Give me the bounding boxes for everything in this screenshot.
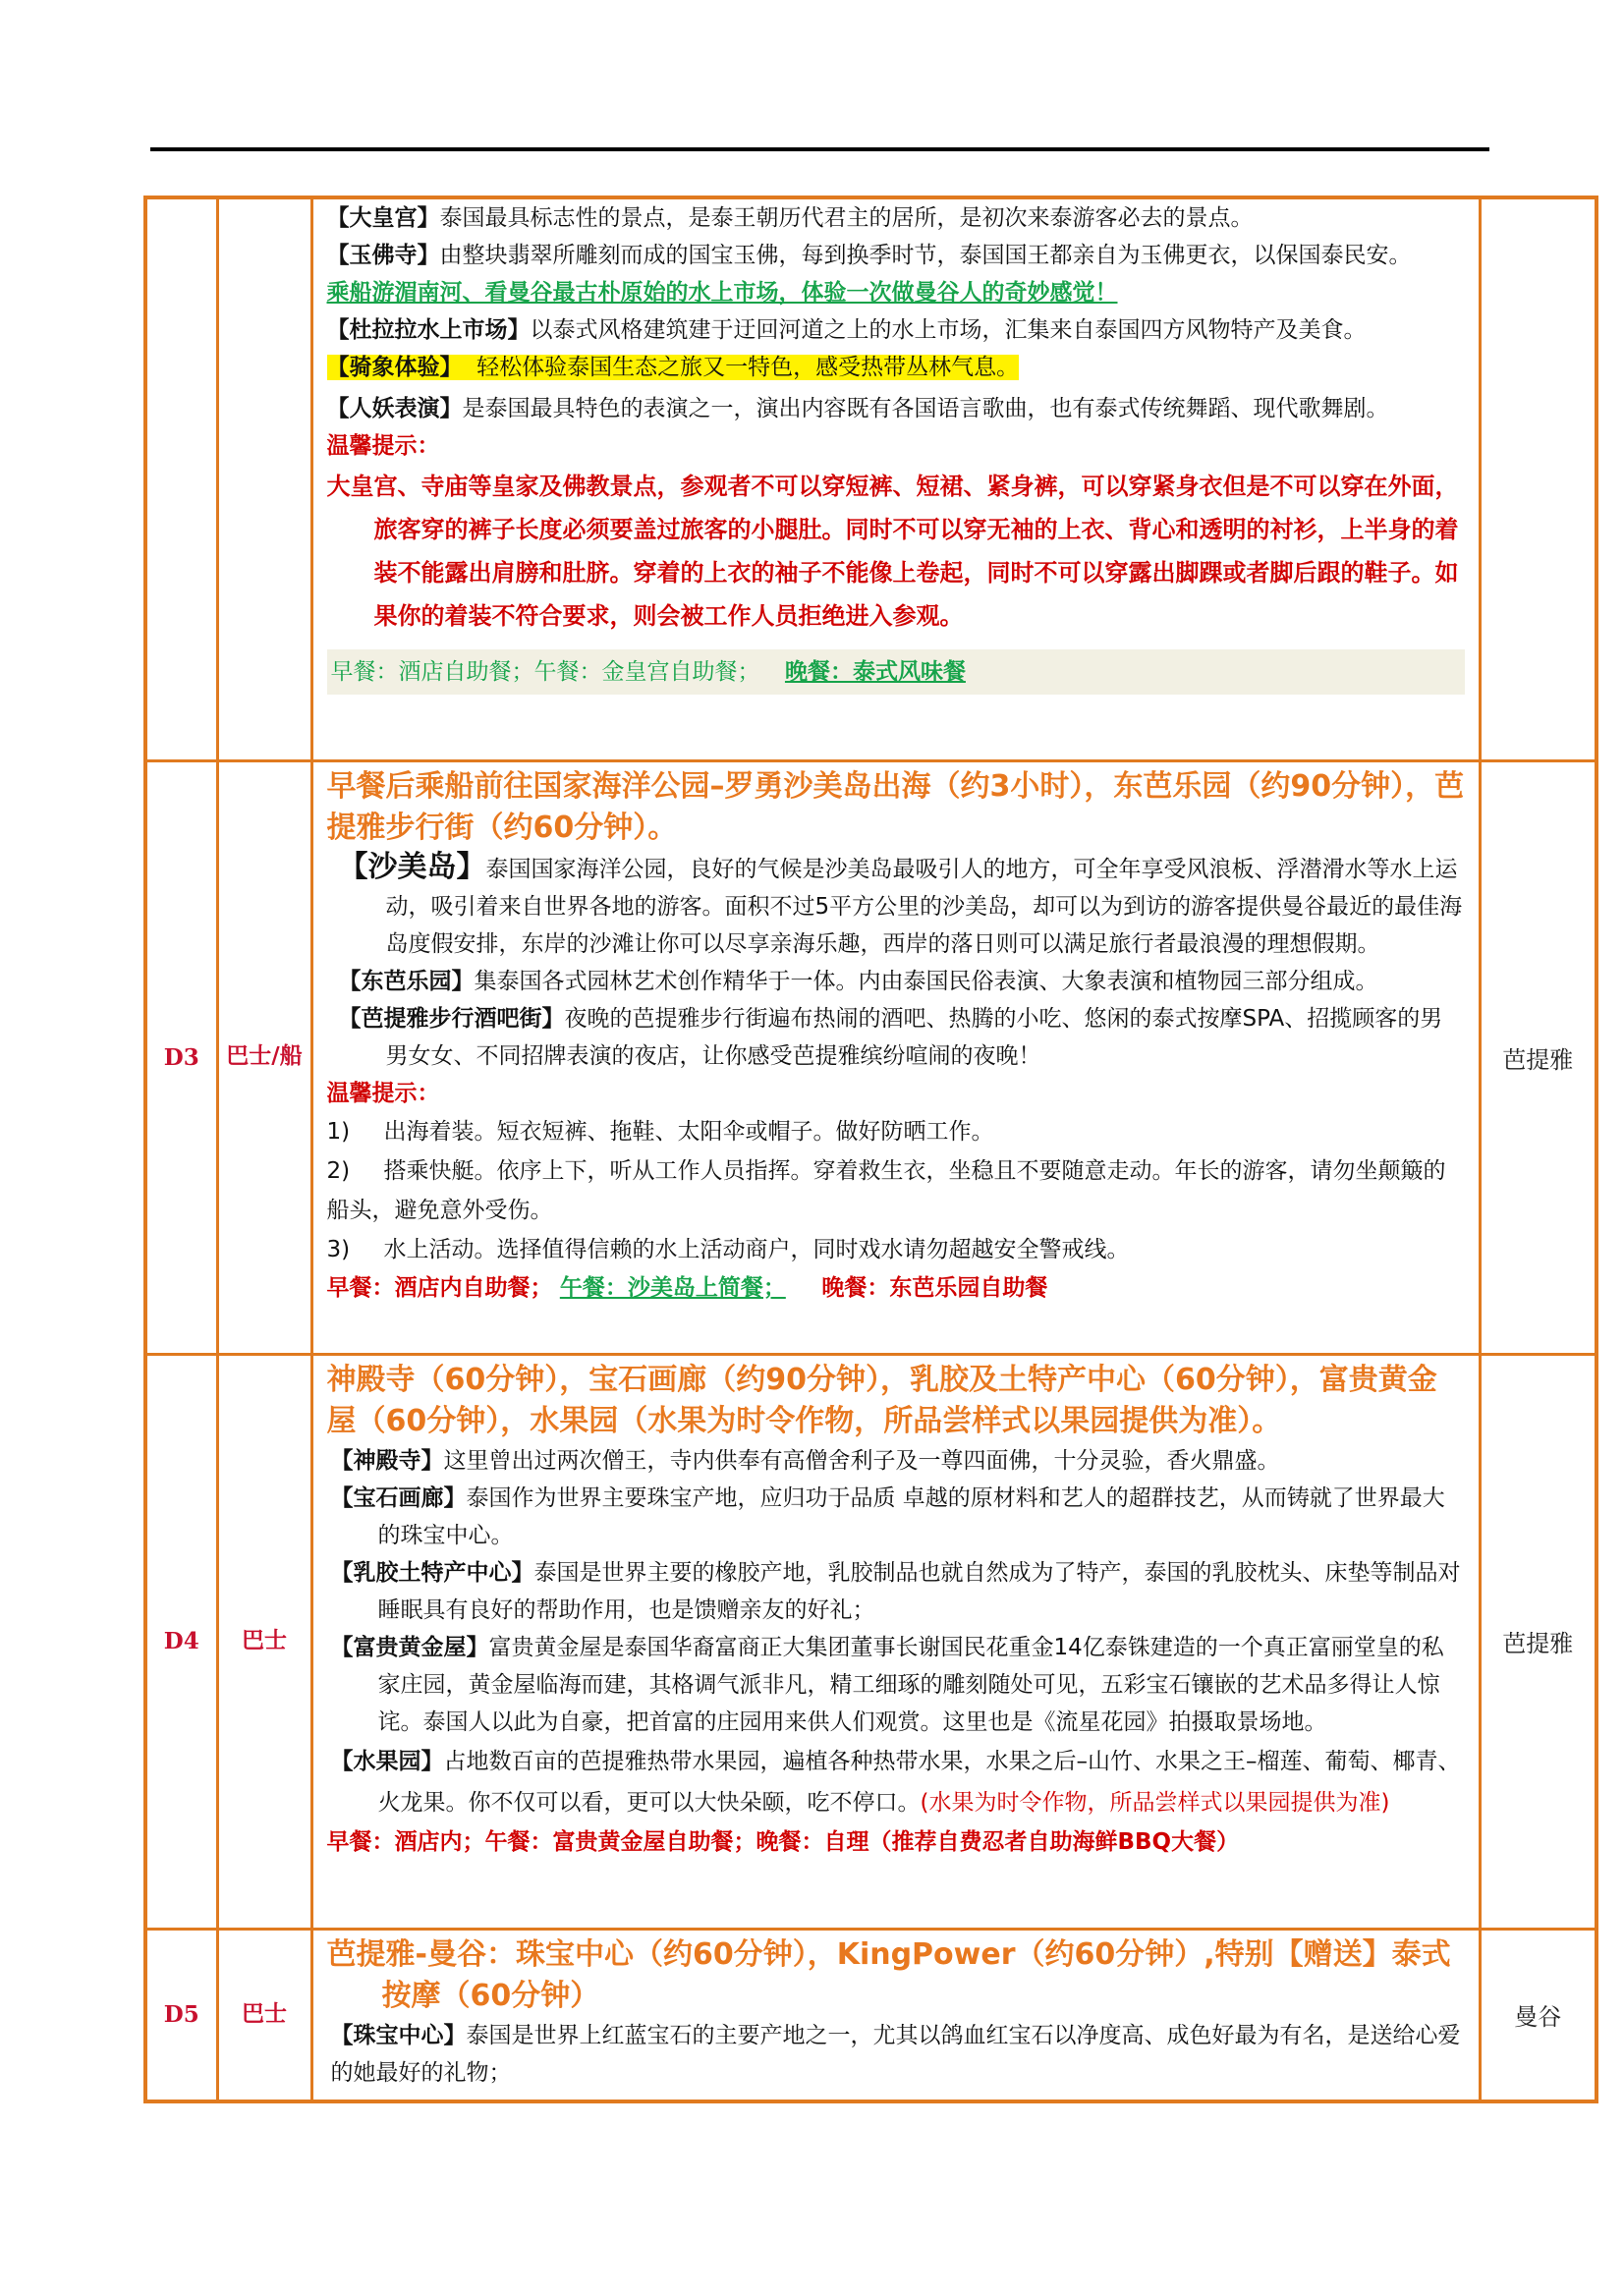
day-cell-d2 — [145, 197, 217, 760]
transport-cell: 巴士 — [217, 1354, 311, 1929]
dress-code-warning: 大皇宫、寺庙等皇家及佛教景点，参观者不可以穿短裤、短裙、紧身裤，可以穿紧身衣但是不可以穿在外面，旅客穿的裤子长度必须要盖过旅客的小腿肚。同时不可以穿无袖的上衣、背心和透明的衬衫，上半身的着装不能露出肩膀和肚脐。穿着的上衣的袖子不能像上卷起，同时不可以穿露出脚踝或者脚后跟的鞋子。如果你的着装不符合要求，则会被工作人员拒绝进入参观。 — [326, 473, 1459, 630]
attraction-text: 由整块翡翠所雕刻而成的国宝玉佛，每到换季时节，泰国国王都亲自为玉佛更衣，以保国泰民安。 — [439, 243, 1412, 268]
attraction-name: 【芭提雅步行酒吧街】 — [338, 1005, 565, 1032]
table-row-d5 — [145, 1929, 1596, 2101]
table-row-d4 — [145, 1354, 1596, 1929]
attraction-name: 【人妖表演】 — [326, 396, 463, 421]
boat-highlight: 乘船游湄南河、看曼谷最古朴原始的水上市场，体验一次做曼谷人的奇妙感觉！ — [326, 280, 1118, 306]
transport-cell: 巴士 — [217, 1929, 311, 2101]
table-row-d2 — [145, 197, 1596, 760]
attraction-name: 【东芭乐园】 — [338, 968, 475, 994]
day-headline: 神殿寺（60分钟），宝石画廊（约90分钟），乳胶及土特产中心（60分钟），富贵黄金屋（60分钟），水果园（水果为时令作物，所品尝样式以果园提供为准）。 — [326, 1362, 1437, 1438]
meals-box — [327, 649, 1465, 695]
meals-dinner: 晚餐：泰式风味餐 — [784, 659, 966, 685]
attraction-name: 【神殿寺】 — [330, 1447, 444, 1474]
day-headline: 芭提雅-曼谷：珠宝中心（约60分钟），KingPower（约60分钟）,特别【赠送】泰式按摩（60分钟） — [326, 1936, 1451, 2013]
tip-item — [327, 1112, 1465, 1151]
attraction-name: 【沙美岛】 — [338, 849, 486, 884]
header-rule — [150, 147, 1489, 151]
meals-line: 早餐：酒店内；午餐：富贵黄金屋自助餐；晚餐：自理（推荐自费忍者自助海鲜BBQ大餐） — [326, 1828, 1240, 1855]
tip-text: 搭乘快艇。依序上下，听从工作人员指挥。穿着救生衣，坐稳且不要随意走动。年长的游客，请勿坐颠簸的船头，避免意外受伤。 — [326, 1157, 1446, 1223]
tip-label: 温馨提示： — [326, 433, 440, 459]
meal-breakfast: 早餐：酒店内自助餐； — [326, 1274, 553, 1301]
attraction-text: 泰国国家海洋公园，良好的气候是沙美岛最吸引人的地方，可全年享受风浪板、浮潜滑水等水上运动，吸引着来自世界各地的游客。面积不过5平方公里的沙美岛，却可以为到访的游客提供曼谷最近的最佳海岛度假安排，东岸的沙滩让你可以尽享亲海乐趣，西岸的落日则可以满足旅行者最浪漫的理想假期。 — [385, 856, 1463, 957]
fruit-note: (水果为时令作物，所品尝样式以果园提供为准) — [920, 1789, 1390, 1816]
attraction-text: 泰国作为世界主要珠宝产地，应归功于品质 卓越的原材料和艺人的超群技艺，从而铸就了世界最大的珠宝中心。 — [377, 1484, 1445, 1548]
attraction-text: 以泰式风格建筑建于迂回河道之上的水上市场，汇集来自泰国四方风物特产及美食。 — [530, 317, 1367, 343]
tip-number: 1) — [326, 1118, 351, 1145]
day-cell: D5 — [145, 1929, 217, 2101]
itinerary-table — [143, 196, 1598, 2103]
tip-text: 出海着装。短衣短裤、拖鞋、太阳伞或帽子。做好防晒工作。 — [383, 1118, 994, 1145]
day-headline: 早餐后乘船前往国家海洋公园–罗勇沙美岛出海（约3小时），东芭乐园（约90分钟），芭提雅步行街（约60分钟）。 — [326, 768, 1465, 845]
attraction-name: 【水果园】 — [330, 1748, 444, 1774]
attraction-name: 【玉佛寺】 — [326, 243, 440, 268]
attraction-text: 占地数百亩的芭提雅热带水果园，遍植各种热带水果，水果之后–山竹、水果之王–榴莲、葡萄、椰青、火龙果。你不仅可以看，更可以大快朵颐，吃不停口。 — [377, 1748, 1461, 1816]
attraction-name: 【宝石画廊】 — [330, 1484, 467, 1511]
transport-cell: 巴士/船 — [217, 760, 311, 1354]
transport-cell-d2 — [217, 197, 311, 760]
attraction-text: 集泰国各式园林艺术创作精华于一体。内由泰国民俗表演、大象表演和植物园三部分组成。 — [474, 968, 1378, 994]
attraction-name: 【大皇宫】 — [326, 205, 440, 231]
content-cell-d5 — [311, 1929, 1480, 2101]
attraction-name: 【杜拉拉水上市场】 — [326, 317, 531, 343]
attraction-text: 是泰国最具特色的表演之一，演出内容既有各国语言歌曲，也有泰式传统舞蹈、现代歌舞剧。 — [462, 396, 1389, 421]
stay-cell: 曼谷 — [1480, 1929, 1596, 2101]
content-cell-d4 — [311, 1354, 1480, 1929]
day-cell: D4 — [145, 1354, 217, 1929]
attraction-name: 【骑象体验】 — [326, 355, 463, 380]
meal-lunch: 午餐：沙美岛上简餐； — [559, 1274, 786, 1301]
table-row-d3 — [145, 760, 1596, 1354]
attraction-name: 【珠宝中心】 — [330, 2022, 467, 2048]
content-cell-d3 — [311, 760, 1480, 1354]
attraction-name: 【乳胶土特产中心】 — [330, 1559, 534, 1586]
attraction-name: 【富贵黄金屋】 — [330, 1634, 489, 1660]
stay-cell-d2 — [1480, 197, 1596, 760]
attraction-text: 富贵黄金屋是泰国华裔富商正大集团董事长谢国民花重金14亿泰铢建造的一个真正富丽堂皇的私家庄园，黄金屋临海而建，其格调气派非凡，精工细琢的雕刻随处可见，五彩宝石镶嵌的艺术品多得让人惊诧。泰国人以此为自豪，把首富的庄园用来供人们观赏。这里也是《流星花园》拍摄取景场地。 — [377, 1634, 1444, 1735]
stay-cell: 芭提雅 — [1480, 1354, 1596, 1929]
day-cell: D3 — [145, 760, 217, 1354]
meals-line — [327, 1269, 1465, 1307]
attraction-text: 轻松体验泰国生态之旅又一特色，感受热带丛林气息。 — [476, 355, 1020, 380]
stay-cell: 芭提雅 — [1480, 760, 1596, 1354]
attraction-text: 夜晚的芭提雅步行街遍布热闹的酒吧、热腾的小吃、悠闲的泰式按摩SPA、招揽顾客的男男女女、不同招牌表演的夜店，让你感受芭提雅缤纷喧闹的夜晚！ — [385, 1005, 1443, 1069]
tip-item — [327, 1151, 1465, 1230]
attraction-text: 泰国是世界主要的橡胶产地，乳胶制品也就自然成为了特产，泰国的乳胶枕头、床垫等制品对睡眠具有良好的帮助作用，也是馈赠亲友的好礼； — [377, 1559, 1461, 1623]
attraction-text: 这里曾出过两次僧王，寺内供奉有高僧舍利子及一尊四面佛，十分灵验，香火鼎盛。 — [443, 1447, 1280, 1474]
meal-dinner: 晚餐：东芭乐园自助餐 — [821, 1274, 1048, 1301]
content-cell-d2 — [311, 197, 1480, 760]
tip-number: 3) — [326, 1236, 351, 1262]
meals-breakfast-lunch: 早餐：酒店自助餐；午餐：金皇宫自助餐； — [330, 659, 760, 685]
attraction-text: 泰国最具标志性的景点，是泰王朝历代君主的居所，是初次来泰游客必去的景点。 — [439, 205, 1254, 231]
tip-label: 温馨提示： — [326, 1080, 440, 1106]
tip-number: 2) — [326, 1157, 351, 1184]
tip-text: 水上活动。选择值得信赖的水上活动商户，同时戏水请勿超越安全警戒线。 — [383, 1236, 1130, 1262]
attraction-text: 泰国是世界上红蓝宝石的主要产地之一，尤其以鸽血红宝石以净度高、成色好最为有名，是送给心爱的她最好的礼物； — [330, 2022, 1461, 2086]
tip-item — [327, 1230, 1465, 1269]
